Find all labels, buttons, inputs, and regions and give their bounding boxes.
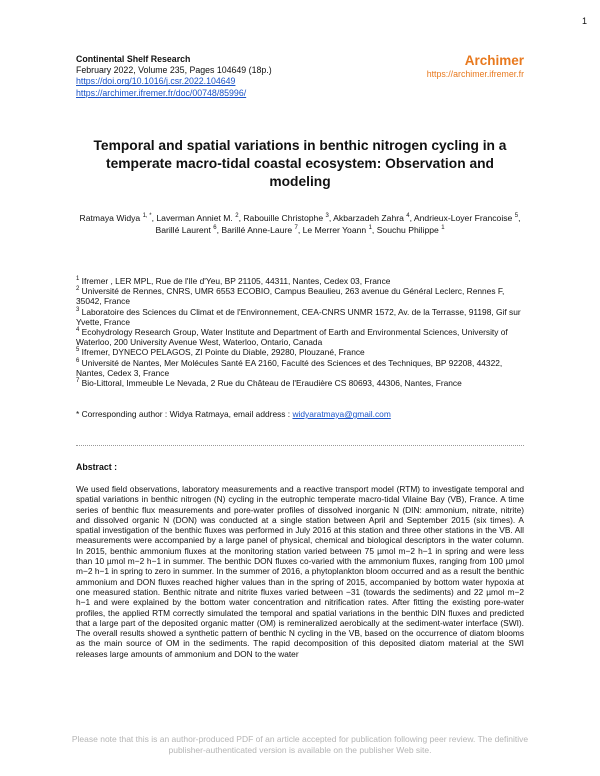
author-affiliation-marker: 1 — [368, 225, 372, 232]
affiliation-text: Ifremer, DYNECO PELAGOS, ZI Pointe du Diable, 29280, Plouzané, France — [79, 347, 365, 358]
affiliation-marker: 7 — [76, 378, 80, 385]
section-divider — [76, 445, 524, 446]
paper-title: Temporal and spatial variations in benthic nitrogen cycling in a temperate macro-tidal coastal ecosystem: Observation and modeling — [93, 138, 507, 189]
page-number: 1 — [581, 16, 587, 26]
author-name: Le Merrer Yoann — [302, 225, 369, 235]
affiliation-item — [76, 378, 524, 388]
affiliation-marker: 3 — [76, 306, 80, 313]
abstract-heading: Abstract : — [76, 462, 118, 472]
author-name: Andrieux-Loyer Francoise — [413, 213, 515, 223]
author-affiliation-marker: 2 — [235, 213, 239, 220]
affiliation-text: Ifremer , LER MPL, Rue de l'Ile d'Yeu, BP 21105, 44311, Nantes, Cedex 03, France — [79, 276, 391, 286]
author-affiliation-marker: 7 — [294, 225, 298, 232]
author-affiliation-marker: 1 — [441, 225, 445, 232]
archimer-link[interactable]: https://archimer.ifremer.fr — [426, 69, 524, 79]
journal-name: Continental Shelf Research — [76, 54, 191, 64]
affiliation-text: Laboratoire des Sciences du Climat et de l'Environnement, CEA-CNRS UNMR 1572, Av. de la Terrasse, 91198, Gif sur Yvette, France — [76, 306, 521, 327]
author-affiliation-marker: 6 — [213, 225, 217, 232]
journal-citation — [76, 54, 376, 99]
affiliation-item — [76, 307, 524, 327]
affiliation-text: Université de Rennes, CNRS, UMR 6553 ECOBIO, Campus Beaulieu, 263 avenue du Général Leclerc, Rennes F, 35042, France — [76, 286, 505, 307]
affiliation-item — [76, 276, 524, 286]
abstract-text: We used field observations, laboratory measurements and a reactive transport model (RTM) to investigate temporal and spatial variations in benthic nitrogen (N) cycling in the eutrophic temperate macro-tidal Vilaine Bay (VB), France. A time series of benthic flux measurements and pore-water profiles of dissolved inorganic N (DIN: ammonium, nitrate, nitrite) and dissolved organic N (DON) was conducted at a single station between April and September 2015 (six times). A spatial investigation of the benthic fluxes was performed in July 2016 at this station and three other stations in the VB. All measurements were accompanied by a large panel of physical, chemical and biological descriptors in the water column. In 2015, benthic ammonium fluxes at the monitoring station varied between 75 µmol m−2 h−1 in spring and were less than 10 µmol m−2 h−1 in summer. The benthic DON fluxes co-varied with the ammonium fluxes, ranging from 100 µmol m−2 h−1 in spring to zero in summer. In the summer of 2016, a phytoplankton bloom occurred and as a result the benthic ammonium and DON fluxes reached higher values than in the spring of 2015, accompanied by bottom water hypoxia at one measured station. Benthic nitrate and nitrite fluxes varied between −31 (towards the sediments) and 22 µmol m−2 h−1 and were explained by the bottom water concentration and nitrification rates. After fitting the existing pore-water profiles, the applied RTM correctly simulated the temporal and spatial variations in the benthic DIN fluxes and predicted that a large part of the deposited organic matter (OM) is remineralized aerobically at the sediment-water interface (SWI). The overall results showed a synthetic pattern of benthic N cycling in the VB, based on the occurrence of diatom blooms as the main source of OM in the sediments. The rapid decomposition of this deposited diatom material at the SWI releases large amounts of ammonium and DON to the water — [76, 484, 524, 659]
author-list: Ratmaya Widya $^{1, *}$, Laverman Anniet M. $^2$, Rabouille Christophe $^3$, Akbarzadeh Zahra $^4$, Andrieux-Loyer Francoise $^5$, Barillé Laurent $^6$, Barillé Anne-Laure $^7$, Le Merrer Yoann $^1$, Souchu Philippe $^1$ — [79, 213, 521, 235]
affiliation-item — [76, 327, 524, 347]
archimer-logo: Archimer — [464, 53, 524, 68]
publisher-note: Please note that this is an author-produced PDF of an article accepted for publication following peer review. The definitive publisher-authenticated version is available on the publisher Web site. — [71, 734, 529, 755]
corresponding-label: * Corresponding author : Widya Ratmaya, email address : — [76, 409, 291, 419]
author-name: Rabouille Christophe — [243, 213, 326, 223]
affiliation-item — [76, 347, 524, 357]
author-name: Ratmaya Widya — [79, 213, 143, 223]
affiliation-item — [76, 286, 524, 306]
author-name: Barillé Laurent — [155, 225, 214, 235]
archive-link[interactable]: https://archimer.ifremer.fr/doc/00748/85996/ — [76, 87, 247, 98]
corresponding-email[interactable]: widyaratmaya@gmail.com — [292, 409, 391, 419]
author-affiliation-marker: 4 — [406, 213, 410, 220]
author-name: Souchu Philippe — [376, 225, 442, 235]
affiliation-item — [76, 358, 524, 378]
archimer-header — [427, 53, 524, 79]
author-name: Akbarzadeh Zahra — [333, 213, 407, 223]
author-affiliation-marker: 5 — [514, 213, 519, 220]
affiliation-text: Bio-Littoral, Immeuble Le Nevada, 2 Rue du Château de l'Eraudière CS 80693, 44306, Nantes, France — [79, 378, 462, 389]
author-name: Barillé Anne-Laure — [221, 225, 295, 235]
affiliation-marker: 2 — [76, 286, 80, 293]
affiliation-marker: 1 — [76, 276, 80, 283]
doi-link[interactable]: https://doi.org/10.1016/j.csr.2022.104649 — [76, 76, 236, 87]
affiliation-marker: 6 — [76, 357, 80, 364]
affiliation-text: Université de Nantes, Mer Molécules Santé EA 2160, Faculté des Sciences et des Techniques, BP 92208, 44322, Nantes, Cedex 3, France — [76, 357, 503, 378]
journal-issue: February 2022, Volume 235, Pages 104649 (18p.) — [76, 65, 272, 76]
author-affiliation-marker: 3 — [325, 213, 329, 220]
author-affiliation-marker: 1, * — [142, 213, 152, 220]
affiliation-text: Ecohydrology Research Group, Water Institute and Department of Earth and Environmental Sciences, University of Waterloo, 200 University Avenue West, Waterloo, Ontario, Canada — [76, 327, 508, 348]
corresponding-author — [76, 409, 524, 419]
affiliation-marker: 5 — [76, 347, 80, 354]
affiliation-marker: 4 — [76, 327, 80, 334]
affiliation-list — [76, 276, 524, 388]
author-name: Laverman Anniet M. — [156, 213, 236, 223]
